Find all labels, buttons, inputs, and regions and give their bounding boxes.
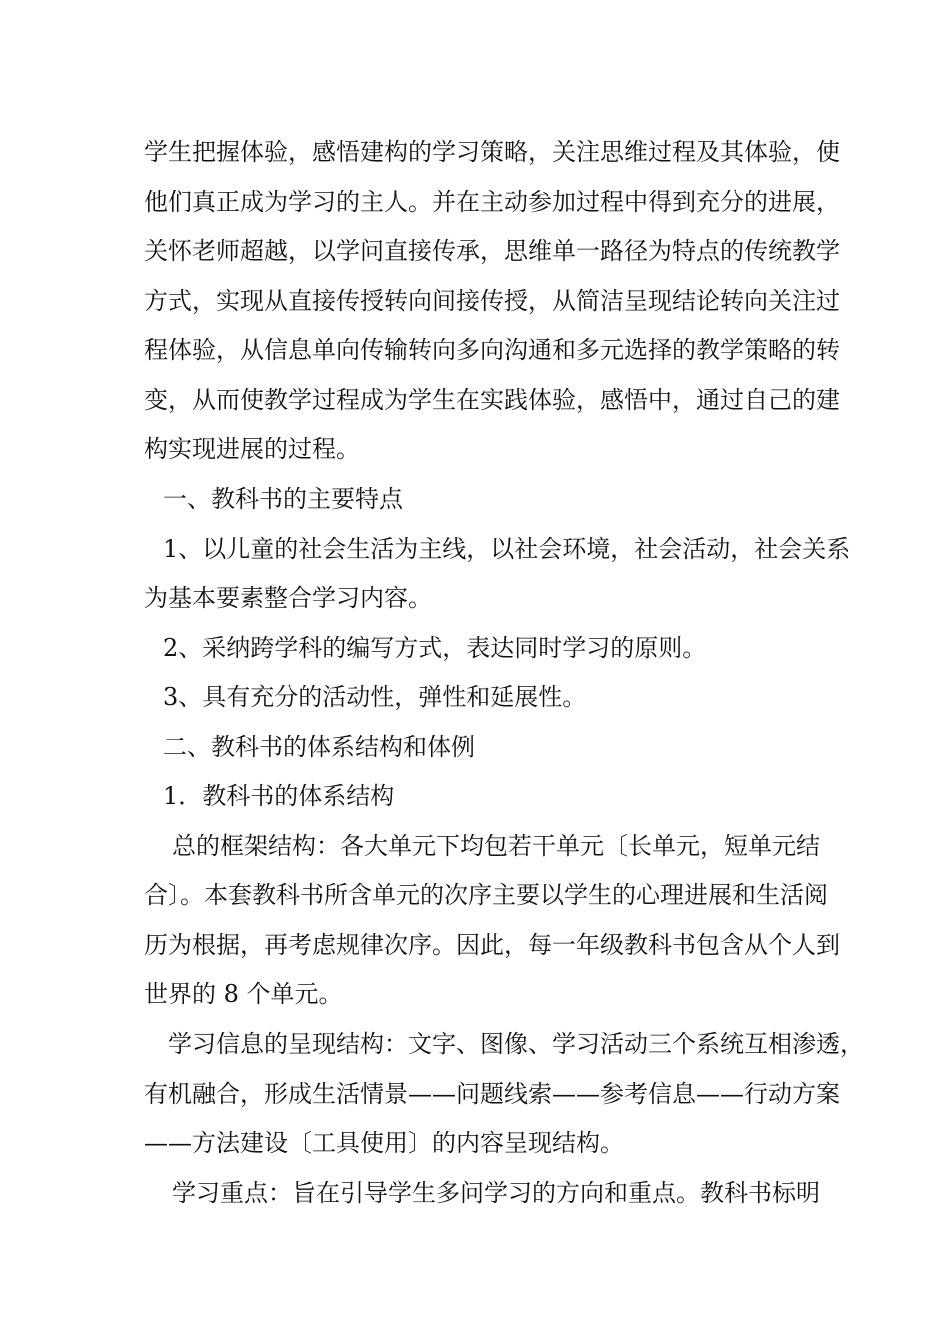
list-item-line: 2、采纳跨学科的编写方式，表达同时学习的原则。 bbox=[163, 634, 707, 662]
paragraph-line: 总的框架结构：各大单元下均包若干单元〔长单元，短单元结 bbox=[172, 832, 820, 860]
paragraph-line: 合〕。本套教科书所含单元的次序主要以学生的心理进展和生活阅 bbox=[144, 881, 828, 909]
list-item-line: 1、以儿童的社会生活为主线，以社会环境，社会活动，社会关系 bbox=[163, 535, 851, 563]
paragraph-line: 关怀老师超越，以学问直接传承，思维单一路径为特点的传统教学 bbox=[144, 237, 840, 265]
section-heading: 二、教科书的体系结构和体例 bbox=[163, 733, 475, 761]
subsection-heading: 1．教科书的体系结构 bbox=[163, 782, 395, 810]
list-item-line: 3、具有充分的活动性，弹性和延展性。 bbox=[163, 683, 587, 711]
paragraph-line: 世界的 8 个单元。 bbox=[144, 980, 343, 1008]
paragraph-line: 构实现进展的过程。 bbox=[144, 435, 360, 463]
list-item-line: 为基本要素整合学习内容。 bbox=[144, 584, 432, 612]
paragraph-line: 有机融合，形成生活情景——问题线索——参考信息——行动方案 bbox=[144, 1080, 840, 1108]
paragraph-line: 他们真正成为学习的主人。并在主动参加过程中得到充分的进展， bbox=[144, 188, 840, 216]
paragraph-line: ——方法建设〔工具使用〕的内容呈现结构。 bbox=[144, 1129, 624, 1157]
section-heading: 一、教科书的主要特点 bbox=[163, 485, 403, 513]
paragraph-line: 方式，实现从直接传授转向间接传授，从简洁呈现结论转向关注过 bbox=[144, 287, 840, 315]
paragraph-line: 学习重点：旨在引导学生多问学习的方向和重点。教科书标明 bbox=[172, 1179, 820, 1207]
paragraph-line: 变，从而使教学过程成为学生在实践体验，感悟中，通过自己的建 bbox=[144, 386, 840, 414]
paragraph-line: 程体验，从信息单向传输转向多向沟通和多元选择的教学策略的转 bbox=[144, 336, 840, 364]
paragraph-line: 学习信息的呈现结构：文字、图像、学习活动三个系统互相渗透， bbox=[168, 1030, 864, 1058]
paragraph-line: 学生把握体验，感悟建构的学习策略，关注思维过程及其体验，使 bbox=[144, 138, 840, 166]
paragraph-line: 历为根据，再考虑规律次序。因此，每一年级教科书包含从个人到 bbox=[144, 931, 840, 959]
